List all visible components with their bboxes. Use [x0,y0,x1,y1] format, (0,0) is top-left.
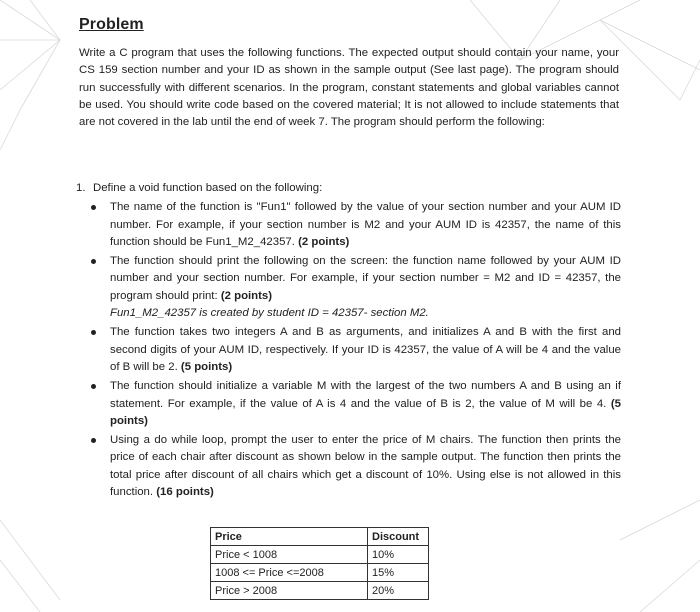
table-row [211,546,429,564]
points-label: (5 points) [110,397,621,427]
bullet-item [110,378,621,430]
bullet-text: The function takes two integers A and B as arguments, and initializes A and B with the first and second digits of your AUM ID, respectively. If your ID is 42357, the value of A will be 4 and the value of B will be 2. [110,326,621,373]
table-header-row [211,528,429,546]
problem-title: Problem [79,16,144,33]
price-cell: 1008 <= Price <=2008 [211,564,368,582]
list-item-text: Define a void function based on the following: [93,182,323,194]
bullet-text: The name of the function is "Fun1" followed by the value of your section number and your AUM ID number. For example, if your section number is M2 and your AUM ID is 42357, the name of this function should be Fun1_M2_42357. [110,201,621,248]
price-cell: Price > 2008 [211,582,368,600]
table-row [211,564,429,582]
discount-table [210,527,429,600]
table-row [211,582,429,600]
requirements-list [76,180,621,503]
discount-cell: 20% [368,582,429,600]
list-item-number: 1. [76,182,86,194]
bullet-list [76,199,621,501]
bullet-item [110,253,621,322]
problem-section [79,16,619,131]
discount-cell: 10% [368,546,429,564]
bullet-item [110,199,621,251]
header-price: Price [211,528,368,546]
example-output: Fun1_M2_42357 is created by student ID = 42357- section M2. [110,307,429,320]
bullet-item [110,324,621,376]
list-item-1 [76,180,621,197]
bullet-item [110,432,621,501]
discount-cell: 15% [368,564,429,582]
points-label: (2 points) [220,289,273,302]
intro-paragraph: Write a C program that uses the following functions. The expected output should contain your name, your CS 159 section number and your ID as shown in the sample output (See last page). The program should run successfully with different scenarios. In the program, constant statements and global variables cannot be used. You should write code based on the covered material; It is not allowed to include statements that are not covered in the lab until the end of week 7. The program should perform the following: [79,47,619,129]
points-label: (2 points) [298,235,350,248]
points-label: (16 points) [156,486,214,499]
price-cell: Price < 1008 [211,546,368,564]
points-label: (5 points) [180,360,233,373]
bullet-text: Using a do while loop, prompt the user to enter the price of M chairs. The function then prints the price of each chair after discount as shown below in the sample output. The function then prints the total price after discount of all chairs which get a discount of 10%. Using else is not allowed in this function. [110,434,621,499]
bullet-text: The function should initialize a variable M with the largest of the two numbers A and B using an if statement. For example, if the value of A is 4 and the value of B is 2, the value of M will be 4. [110,380,621,410]
bullet-text: The function should print the following on the screen: the function name followed by your AUM ID number and your section number. For example, if your section number = M2 and ID = 42357, the program should print: [110,255,621,302]
header-discount: Discount [368,528,429,546]
